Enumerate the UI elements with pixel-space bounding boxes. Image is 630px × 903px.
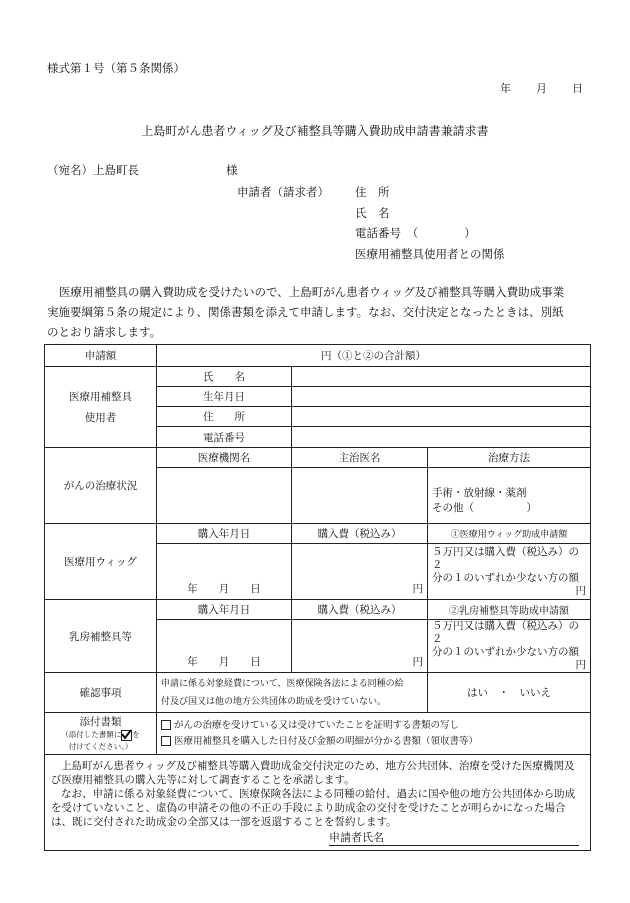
user-section xyxy=(45,367,157,448)
pledge-section xyxy=(45,755,591,851)
attachment-item-2-text: 医療用補整具を購入した日付及び金額の明細が分かる書類（領収書等） xyxy=(174,735,479,747)
attachments-label: 添付書類 xyxy=(79,716,122,728)
signature-line[interactable] xyxy=(329,831,579,846)
user-address-field[interactable] xyxy=(292,407,591,427)
application-table xyxy=(44,344,591,851)
attachment-item-1[interactable] xyxy=(161,718,586,734)
document-title: 上島町がん患者ウィッグ及び補整具等購入費助成申請書兼請求書 xyxy=(141,124,489,138)
breast-purchase-date-field[interactable]: 年 月 日 xyxy=(157,620,292,673)
wig-grant-label: ①医療用ウィッグ助成申請額 xyxy=(428,524,591,544)
confirm-text-2: 付及び国又は他の地方公共団体の助成を受けていない。 xyxy=(161,696,387,707)
date-year: 年 xyxy=(500,82,511,95)
breast-grant-yen: 円 xyxy=(575,659,586,671)
user-address-label: 住 所 xyxy=(157,407,292,427)
intro-line-1: 医療用補整具の購入費助成を受けたいので、上島町がん患者ウィッグ及び補整具等購入費助成事業 xyxy=(59,285,565,299)
intro-line-2: 実施要綱第５条の規定により、関係書類を添えて申請します。なお、交付決定となったときは、別紙 xyxy=(47,305,564,319)
amount-field[interactable]: 円（①と②の合計額） xyxy=(157,345,591,367)
wig-purchase-date-label: 購入年月日 xyxy=(157,524,292,544)
breast-label: 乳房補整具等 xyxy=(45,600,157,673)
checkbox-icon[interactable] xyxy=(161,720,171,730)
user-birth-field[interactable] xyxy=(292,387,591,407)
wig-grant-note-1: ５万円又は購入費（税込み）の２ xyxy=(432,545,579,571)
attachments-label-cell xyxy=(45,713,157,755)
user-label-1: 医療用補整具 xyxy=(69,391,132,403)
user-phone-label: 電話番号 xyxy=(157,427,292,448)
user-name-label: 氏 名 xyxy=(157,367,292,387)
intro-line-3: のとおり請求します。 xyxy=(47,325,162,339)
date-day: 日 xyxy=(572,82,583,95)
addressee: （宛名）上島町長 xyxy=(47,163,139,177)
doctor-field[interactable] xyxy=(292,468,428,524)
applicant-address: 住 所 xyxy=(355,185,390,199)
wig-purchase-cost-label: 購入費（税込み） xyxy=(292,524,428,544)
attachment-item-1-text: がんの治療を受けている又は受けていたことを証明する書類の写し xyxy=(174,719,460,731)
date-month: 月 xyxy=(536,82,547,95)
wig-label: 医療用ウィッグ xyxy=(45,524,157,600)
confirm-answer[interactable]: はい ・ いいえ xyxy=(428,673,591,713)
attachments-note-3: 付けてください。） xyxy=(68,742,133,751)
applicant-relation: 医療用補整具使用者との関係 xyxy=(355,247,505,261)
breast-purchase-date-label: 購入年月日 xyxy=(157,600,292,620)
attachments-note-1: （添付した書類に xyxy=(61,730,122,739)
pledge-text-1: 上島町がん患者ウィッグ及び補整具等購入費助成金交付決定のため、地方公共団体、治療を受けた医療機関及び医療用補整具の購入先等に対して調査することを承諾します。 xyxy=(51,760,575,786)
treatment-other: その他（ ） xyxy=(432,501,537,514)
form-number: 様式第１号（第５条関係） xyxy=(47,61,185,75)
signature-label: 申請者氏名 xyxy=(329,831,384,844)
breast-purchase-cost-field[interactable]: 円 xyxy=(292,620,428,673)
confirm-label: 確認事項 xyxy=(45,673,157,713)
wig-grant-note-2: 分の１のいずれか少ない方の額 xyxy=(432,571,579,584)
doctor-label: 主治医名 xyxy=(292,448,428,468)
confirm-text xyxy=(157,673,428,713)
attachments-note xyxy=(49,729,152,753)
intro-paragraph xyxy=(47,282,602,342)
treatment-label: 治療方法 xyxy=(428,448,591,468)
cancer-status-label: がんの治療状況 xyxy=(45,448,157,524)
breast-grant-note-2: 分の１のいずれか少ない方の額 xyxy=(432,646,579,658)
wig-purchase-cost-field[interactable]: 円 xyxy=(292,544,428,600)
breast-grant-field[interactable] xyxy=(428,620,591,673)
checkbox-icon[interactable] xyxy=(161,736,171,746)
pledge-text-2: なお、申請に係る対象経費について、医療保険各法による同種の給付、過去に国や他の地方公共団体から助成を受けていないこと、虚偽の申請その他の不正の手段により助成金の交付を受けたことが明らかになった場合は、既に交付された助成金の全部又は一部を返還することを誓約します。 xyxy=(51,788,576,828)
applicant-name: 氏 名 xyxy=(355,206,390,220)
applicant-phone: 電話番号 （ ） xyxy=(355,226,476,240)
attachments-list xyxy=(157,713,591,755)
amount-label: 申請額 xyxy=(45,345,157,367)
treatment-field[interactable] xyxy=(428,468,591,524)
attachment-item-2[interactable] xyxy=(161,734,586,750)
wig-grant-yen: 円 xyxy=(575,584,586,597)
breast-grant-note-1: ５万円又は購入費（税込み）の２ xyxy=(432,620,579,645)
applicant-label: 申請者（請求者） xyxy=(237,185,329,199)
hospital-label: 医療機関名 xyxy=(157,448,292,468)
user-phone-field[interactable] xyxy=(292,427,591,448)
breast-purchase-cost-label: 購入費（税込み） xyxy=(292,600,428,620)
breast-grant-label: ②乳房補整具等助成申請額 xyxy=(428,600,591,620)
confirm-text-1: 申請に係る対象経費について、医療保険各法による同種の給 xyxy=(161,678,404,689)
treatment-options: 手術・放射線・薬剤 xyxy=(432,486,527,499)
addressee-honorific: 様 xyxy=(226,163,238,177)
user-label-2: 使用者 xyxy=(84,412,117,424)
attachments-note-2: を xyxy=(132,730,140,739)
checkmark-icon xyxy=(121,730,132,741)
wig-purchase-date-field[interactable]: 年 月 日 xyxy=(157,544,292,600)
user-name-field[interactable] xyxy=(292,367,591,387)
user-birth-label: 生年月日 xyxy=(157,387,292,407)
hospital-field[interactable] xyxy=(157,468,292,524)
wig-grant-field[interactable] xyxy=(428,544,591,600)
